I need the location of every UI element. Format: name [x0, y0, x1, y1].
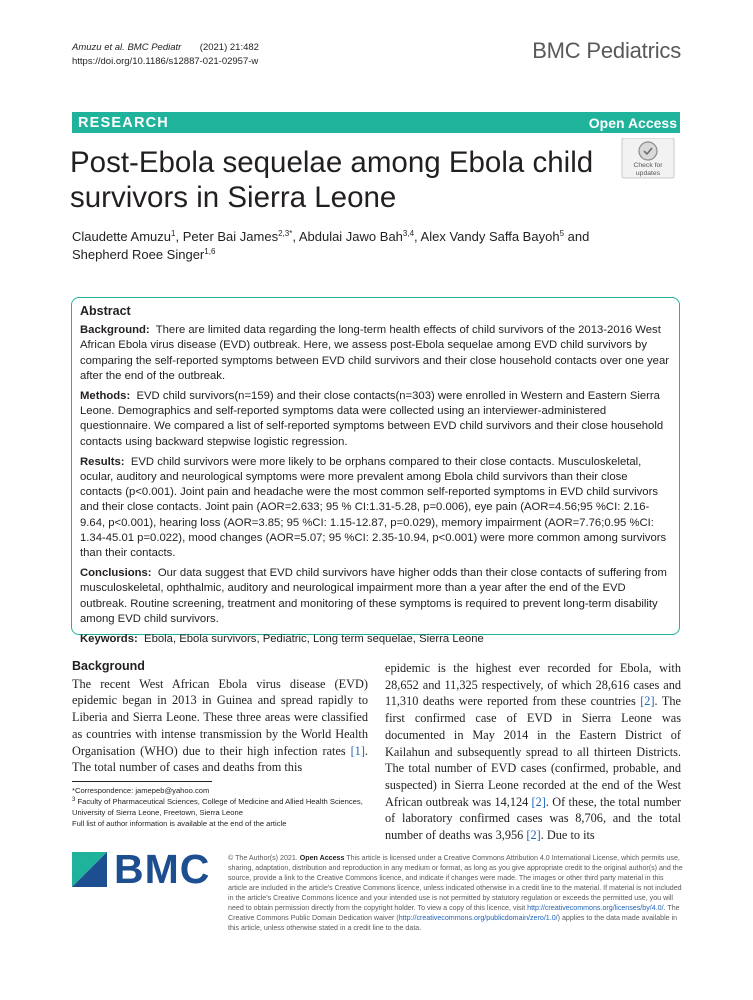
affiliation: $^3$ Faculty of Pharmaceutical Sciences, College of Medicine and Allied Health Sciences, University of Sierra Leone, Freetown, Sierra Leone — [72, 797, 363, 817]
author-affil: 1,6 — [204, 247, 216, 256]
section-label: Keywords: — [80, 633, 138, 646]
citation-year-volume: (2021) 21:482 — [199, 42, 259, 53]
article-type-label: RESEARCH — [78, 115, 169, 131]
doi-link[interactable]: https://doi.org/10.1186/s12887-021-02957-w — [72, 56, 259, 67]
body-text: The recent West African Ebola virus disease (EVD) epidemic began in 2013 in Guinea and spread rapidly to Liberia and Sierra Leone. These three areas were classified as countries with intense transmission by the World Health Organisation (WHO) due to their high infection rates — [72, 676, 368, 758]
bmc-logo-text: BMC — [114, 846, 211, 892]
reference-link[interactable]: [2] — [531, 794, 546, 809]
license-text: © The Author(s) 2021. Open Access This article is licensed under a Creative Commons Attribution 4.0 International License, which permits use, sharing, adaptation, distribution and reproduction in any medium or format, as long as you give appropriate credit to the original author(s) and the source, provide a link to the Creative Commons licence, and indicate if changes were made. The images or other third party material in this article are included in the article's Creative Commons licence, unless indicated otherwise in a credit line to the material. If material is not included in the article's Creative Commons licence and your intended use is not permitted by statutory regulation or exceeds the permitted use, you will need to obtain permission directly from the copyright holder. To view a copy of this licence, visit http://creativecommons.org/licenses/by/4.0/. The Creative Commons Public Domain Dedication waiver (http://creativecommons.org/publicdomain/zero/1.0/) applies to the data made available in this article, unless otherwise stated in a credit line to the data. — [228, 854, 683, 932]
update-icon — [639, 142, 657, 160]
abstract-heading: Abstract — [80, 304, 131, 318]
section-text: There are limited data regarding the long-term health effects of child survivors of the 2013-2016 West African Ebola virus disease (EVD) outbreak. Here, we assess post-Ebola sequelae among EVD child survivors by comparing the self-reported symptoms between EVD child survivors and their close household contacts over one year after the end of the outbreak. — [80, 324, 669, 382]
correspondence[interactable]: *Correspondence: jamepeb@yahoo.com — [72, 786, 210, 795]
journal-name: BMC Pediatrics — [532, 38, 681, 63]
license-link[interactable]: http://creativecommons.org/licenses/by/4.0/ — [527, 904, 664, 912]
author-list: Claudette Amuzu$^1$, Peter Bai James$^{2,3*}$, Abdulai Jawo Bah$^{3,4}$, Alex Vandy Saffa Bayoh$^5$ and Shepherd Roee Singer$^{1,6}$ — [72, 229, 590, 262]
badge-line1: Check for — [633, 162, 663, 169]
abstract-results — [80, 455, 672, 561]
footnotes — [72, 785, 372, 829]
abstract-methods — [80, 389, 672, 450]
abstract-background — [80, 323, 672, 384]
citation-block — [72, 41, 259, 69]
title-line: Post-Ebola sequelae among Ebola child — [70, 146, 594, 179]
publicdomain-link[interactable]: http://creativecommons.org/publicdomain/zero/1.0/ — [398, 914, 558, 922]
footnote-divider — [72, 781, 212, 782]
citation-journal: BMC Pediatr — [127, 42, 182, 53]
body-text: . The total number of cases and deaths from this — [72, 743, 368, 775]
open-access-label: Open Access — [588, 115, 677, 131]
body-column-left — [72, 658, 368, 776]
author-affil: 5 — [559, 229, 565, 238]
abstract — [80, 304, 672, 652]
author-info-note: Full list of author information is available at the end of the article — [72, 819, 287, 828]
reference-link[interactable]: [1] — [350, 743, 365, 758]
author-name[interactable]: Shepherd Roee Singer — [72, 247, 205, 262]
citation-authors: Amuzu et al. — [72, 42, 125, 53]
section-label: Results: — [80, 455, 125, 468]
author-name[interactable]: Alex Vandy Saffa Bayoh — [420, 229, 560, 244]
reference-link[interactable]: [2] — [640, 694, 655, 709]
author-affil: 2,3* — [278, 229, 293, 238]
author-affil: 3,4 — [402, 229, 415, 238]
author-name[interactable]: Claudette Amuzu — [72, 229, 172, 244]
section-text: EVD child survivors were more likely to be orphans compared to their close contacts. Musculoskeletal, ocular, auditory and neurological symptoms were more prevalent among Ebola child survivors than their close contacts (p<0.001). Joint pain and headache were the most common self-reported symptoms in EVD child survivors and their close contacts. Joint pain (AOR=2.633; 95 % CI:1.31-5.28, p=0.006), eye pain (AOR=4.56;95 %CI: 2.16-9.64, p<0.001), hearing loss (AOR=3.85; 95 %CI: 1.15-12.87, p=0.029), memory impairment (AOR=7.76;0.95 %CI: 1.34-45.01 p=0.022), mood changes (AOR=5.07; 95 %CI: 2.35-10.94, p<0.001) were more common among survivors than their contacts. — [80, 455, 667, 560]
abstract-conclusions — [80, 566, 672, 627]
section-label: Conclusions: — [80, 567, 152, 580]
badge-line2: updates — [635, 170, 661, 177]
body-text: . The first confirmed case of EVD in Sierra Leone was documented in May 2014 in the Eastern District of Kailahun and subsequently spread to all thirteen Districts. The total number of EVD cases (confirmed, probable, and suspected) in Sierra Leone recorded at the end of the West African outbreak was 14,124 — [385, 694, 681, 809]
section-text: EVD child survivors(n=159) and their close contacts(n=303) were enrolled in Western and Eastern Sierra Leone. Demographics and self-reported symptoms data were collected using an interviewer-administered questionnaire. We compared a list of self-reported symptoms between EVD child survivors and their close household contacts using backward stepwise logistic regression. — [80, 390, 664, 448]
bmc-logo-mark — [72, 852, 107, 887]
section-text: Our data suggest that EVD child survivors have higher odds than their close contacts of suffering from musculoskeletal, ophthalmic, auditory and neurological impairment more than a year after the end of the EVD outbreak. Routine screening, treatment and monitoring of these symptoms is required to prevent long-term disability among EVD child survivors. — [80, 567, 667, 625]
author-affil: 1 — [171, 229, 176, 238]
reference-link[interactable]: [2] — [526, 828, 541, 843]
body-column-right — [385, 660, 681, 844]
check-for-updates-badge[interactable] — [617, 138, 679, 180]
body-text: . Of these, the total number of laboratory confirmed cases was 8,706, and the total number of deaths was 3,956 — [385, 794, 682, 843]
section-heading: Background — [72, 659, 145, 673]
article-title — [70, 145, 610, 215]
body-text: . Due to its — [540, 828, 595, 843]
section-text: Ebola, Ebola survivors, Pediatric, Long term sequelae, Sierra Leone — [144, 633, 484, 646]
abstract-keywords — [80, 632, 672, 647]
body-text: epidemic is the highest ever recorded for Ebola, with 28,652 and 11,325 respectively, of which 28,616 cases and 11,310 deaths were reported from these countries — [385, 661, 681, 709]
section-label: Background: — [80, 324, 150, 337]
title-line: survivors in Sierra Leone — [70, 181, 397, 214]
open-access-tag: Open Access — [299, 854, 345, 862]
author-name[interactable]: Abdulai Jawo Bah — [298, 229, 403, 244]
section-label: Methods: — [80, 390, 131, 403]
author-name[interactable]: Peter Bai James — [182, 229, 279, 244]
affiliation-sup: 3 — [72, 797, 76, 803]
